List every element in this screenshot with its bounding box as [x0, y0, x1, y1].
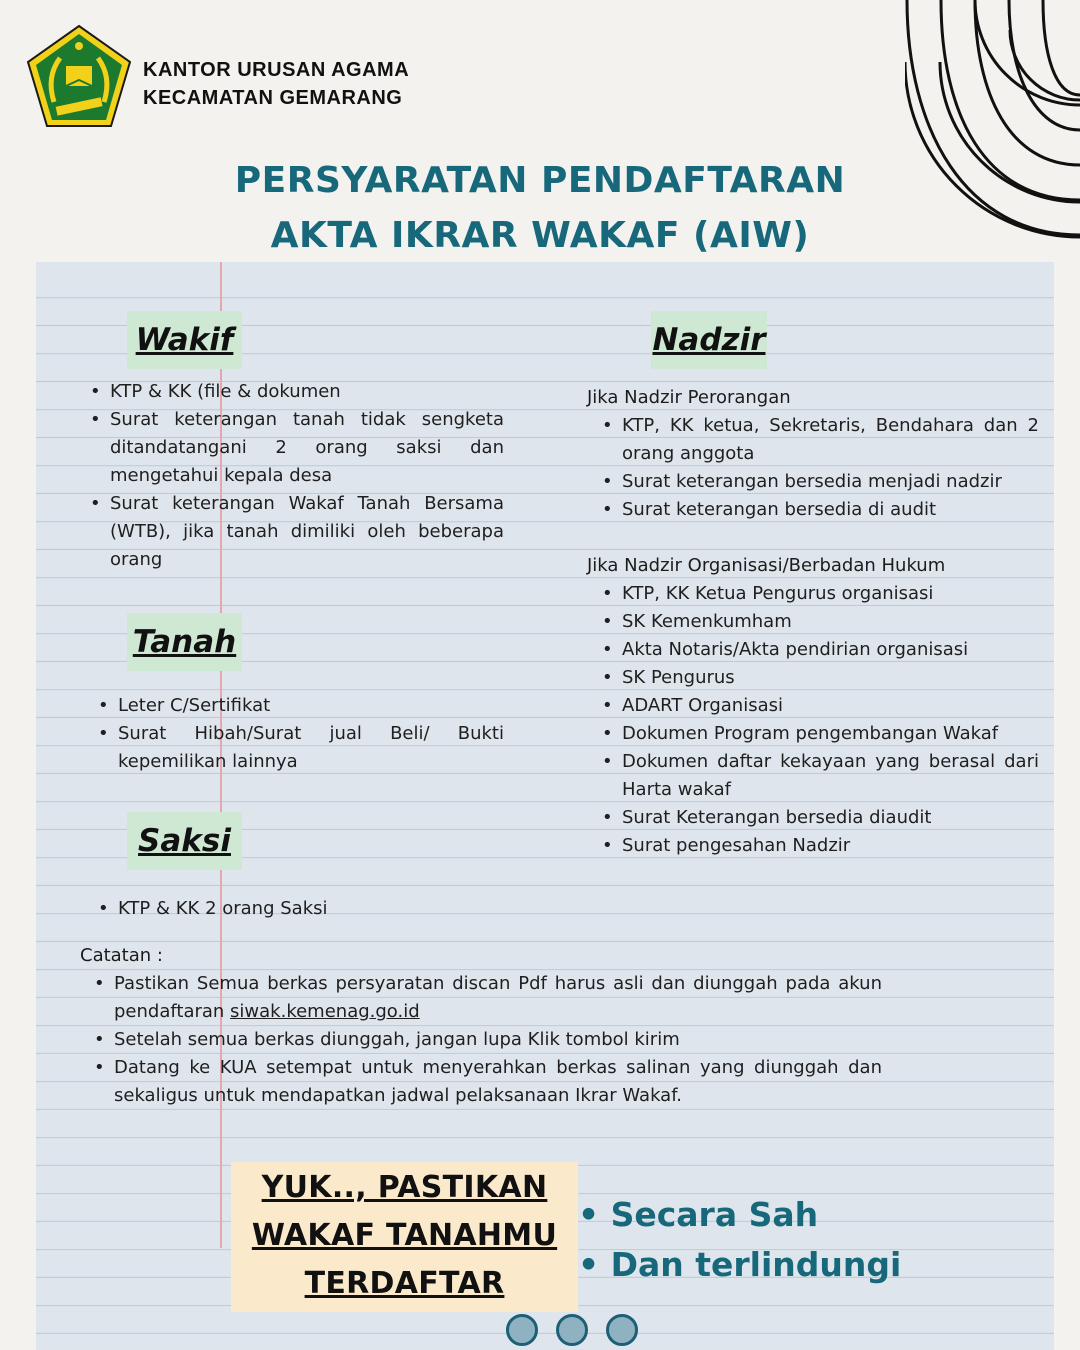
cta-line2: WAKAF TANAHMU [251, 1218, 558, 1253]
list-item: • Surat Hibah/Surat jual Beli/ Bukti kepemilikan lainnya [98, 720, 504, 776]
office-line1: KANTOR URUSAN AGAMA [143, 59, 410, 81]
list-item: • Akta Notaris/Akta pendirian organisasi [602, 636, 1039, 664]
list-item: • KTP, KK Ketua Pengurus organisasi [602, 580, 1039, 608]
list-item: • Leter C/Sertifikat [98, 692, 504, 720]
list-item: • Surat keterangan bersedia di audit [602, 496, 1039, 524]
siwak-link[interactable]: siwak.kemenag.go.id [230, 1001, 420, 1022]
cta-line1: YUK.., PASTIKAN [261, 1170, 548, 1205]
nadzir-organisasi-label: Jika Nadzir Organisasi/Berbadan Hukum [587, 555, 946, 576]
office-name [143, 56, 409, 112]
list-item: • SK Kemenkumham [602, 608, 1039, 636]
list-item: • Surat keterangan tanah tidak sengketa ditandatangani 2 orang saksi dan mengetahui kepala desa [90, 406, 504, 490]
cta-box [231, 1162, 578, 1312]
tanah-heading: Tanah [127, 613, 242, 671]
dot-icon [606, 1314, 638, 1346]
office-line2: KECAMATAN GEMARANG [143, 87, 403, 109]
page-dots [506, 1314, 638, 1346]
list-item: • KTP & KK (file & dokumen [90, 378, 504, 406]
list-item: • ADART Organisasi [602, 692, 1039, 720]
list-item: • KTP & KK 2 orang Saksi [98, 895, 504, 923]
tanah-list [98, 692, 504, 776]
page-title-line1: PERSYARATAN PENDAFTARAN [234, 160, 846, 201]
nadzir-heading: Nadzir [651, 311, 767, 369]
decorative-arcs-icon [905, 0, 1080, 240]
list-item: • Surat keterangan bersedia menjadi nadzir [602, 468, 1039, 496]
list-item: • Dokumen Program pengembangan Wakaf [602, 720, 1039, 748]
nadzir-perorangan-label: Jika Nadzir Perorangan [587, 387, 791, 408]
list-item: • Dokumen daftar kekayaan yang berasal dari Harta wakaf [602, 748, 1039, 804]
list-item: • Surat keterangan Wakaf Tanah Bersama (WTB), jika tanah dimiliki oleh beberapa orang [90, 490, 504, 574]
catatan-list [94, 970, 882, 1110]
dot-icon [556, 1314, 588, 1346]
cta-line3: TERDAFTAR [304, 1266, 505, 1301]
list-item: • KTP, KK ketua, Sekretaris, Bendahara dan 2 orang anggota [602, 412, 1039, 468]
dot-icon [506, 1314, 538, 1346]
saksi-heading: Saksi [127, 812, 242, 870]
list-item: • Surat Keterangan bersedia diaudit [602, 804, 1039, 832]
side-bullet: • Dan terlindungi [578, 1245, 902, 1284]
side-bullet: • Secara Sah [578, 1195, 819, 1234]
catatan-label: Catatan : [80, 945, 163, 966]
page-title-line2: AKTA IKRAR WAKAF (AIW) [270, 215, 810, 256]
wakif-list [90, 378, 504, 574]
wakif-heading: Wakif [127, 311, 242, 369]
list-item: • Surat pengesahan Nadzir [602, 832, 1039, 860]
nadzir-organisasi-list [602, 580, 1039, 860]
list-item: • SK Pengurus [602, 664, 1039, 692]
list-item [94, 970, 882, 1026]
list-item: • Datang ke KUA setempat untuk menyerahkan berkas salinan yang diunggah dan sekaligus untuk mendapatkan jadwal pelaksanaan Ikrar Wakaf. [94, 1054, 882, 1110]
side-bullets [578, 1190, 901, 1290]
note-text: Pastikan Semua berkas persyaratan discan Pdf harus asli dan diunggah pada akun pendaftaran [114, 973, 882, 1022]
saksi-list [98, 895, 504, 923]
kemenag-logo-icon [24, 22, 134, 130]
nadzir-perorangan-list [602, 412, 1039, 524]
list-item: • Setelah semua berkas diunggah, jangan lupa Klik tombol kirim [94, 1026, 882, 1054]
